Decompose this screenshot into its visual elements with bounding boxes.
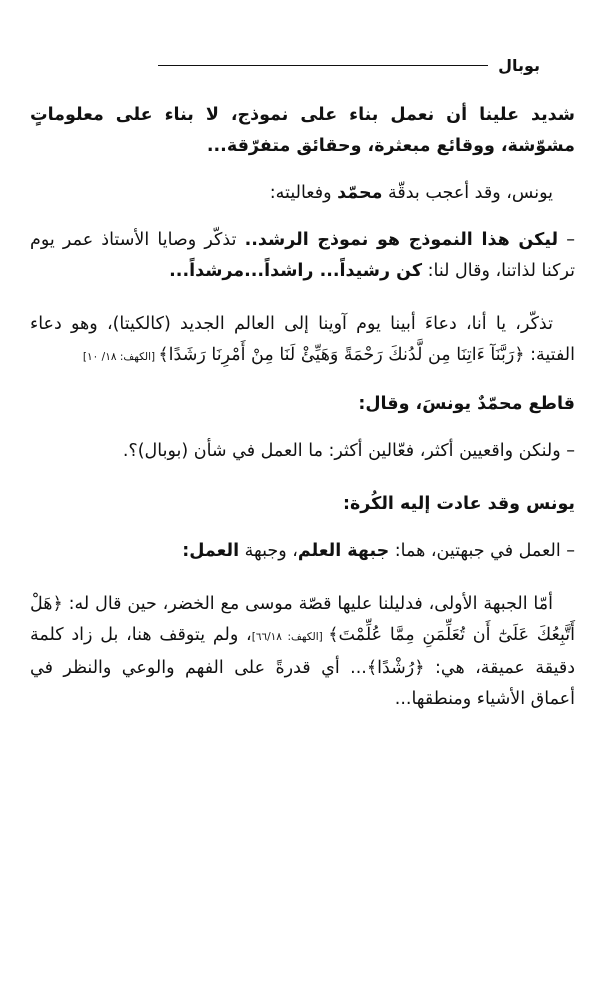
paragraph-2 (30, 178, 575, 209)
running-header-title: بوبال (498, 55, 540, 75)
p1-text-a: شديد علينا أن نعمل بناء على نموذج، (218, 105, 576, 125)
p2-bold-name: محمّد (337, 183, 383, 203)
body-text (30, 100, 575, 715)
p9-verse-reference: [الكهف: ٦٦/١٨] (251, 631, 329, 643)
p3-bold-text: ليكن هذا النموذج هو نموذج الرشد.. (244, 230, 559, 250)
p8-text-a: – العمل في جبهتين، هما: (389, 541, 575, 561)
p4-quran-verse: ﴿رَبَّنَآ ءَاتِنَا مِن لَّدُنكَ رَحْمَةً وَهَيِّئْ لَنَا مِنْ أَمْرِنَا رَشَدًا﴾ (158, 345, 525, 365)
paragraph-8 (30, 536, 575, 567)
p9-quran-word: ﴿رُشْدًا﴾ (366, 658, 425, 678)
p3-text-c: تذكّر وصايا الأستاذ عمر يوم تركنا لذاتنا، وقال لنا: (30, 230, 575, 281)
paragraph-6: – ولنكن واقعيين أكثر، فعّالين أكثر: ما العمل في شأن (بوبال)؟. (122, 441, 575, 461)
paragraph-7: يونس وقد عادت إليه الكُرة: (342, 494, 575, 514)
p1-bold-text: لا بناء على معلوماتٍ مشوّشة، ووقائع مبعثرة، وحقائق متفرّقة... (30, 105, 575, 156)
paragraph-9 (30, 589, 575, 715)
p4-text-a: تذكّر، يا أنا، دعاءَ أبينا يوم آوينا إلى العالم الجديد (كالكيتا)، وهو دعاء الفتية: (30, 314, 575, 365)
p3-dash: – (558, 230, 575, 250)
header-rule (158, 65, 488, 66)
p8-text-c: ، وجبهة (239, 541, 298, 561)
p9-text-a: أمّا الجبهة الأولى، فدليلنا عليها قصّة موسى مع الخضر، حين قال له: (62, 594, 553, 614)
paragraph-3 (30, 225, 575, 287)
p9-quran-verse: ﴿هَلْ أَتَّبِعُكَ عَلَىٰٓ أَن تُعَلِّمَنِ مِمَّا عُلِّمْتَ﴾ (30, 594, 575, 645)
p3-bold-quote: كن رشيداً... راشداً...مرشداً... (169, 261, 423, 281)
paragraph-1 (30, 100, 575, 162)
p9-text-d: ، ولم يتوقف هنا، بل زاد كلمة دقيقة عميقة، هي: (30, 625, 576, 678)
p8-bold-science: جبهة العلم (297, 541, 390, 561)
paragraph-5: قاطع محمّدٌ يونسَ، وقال: (358, 394, 575, 414)
paragraph-4 (30, 309, 575, 373)
p8-bold-work: العمل: (182, 541, 240, 561)
p2-text-a: يونس، وقد أعجب بدقّة (382, 183, 553, 203)
p4-verse-reference: [الكهف: ١٨/ ١٠] (82, 351, 159, 363)
p2-text-c: وفعاليته: (269, 183, 338, 203)
running-header (70, 52, 540, 78)
p9-text-f: ... أي قدرةً على الفهم والوعي والنظر في أعماق الأشياء ومنطقها... (30, 658, 575, 709)
